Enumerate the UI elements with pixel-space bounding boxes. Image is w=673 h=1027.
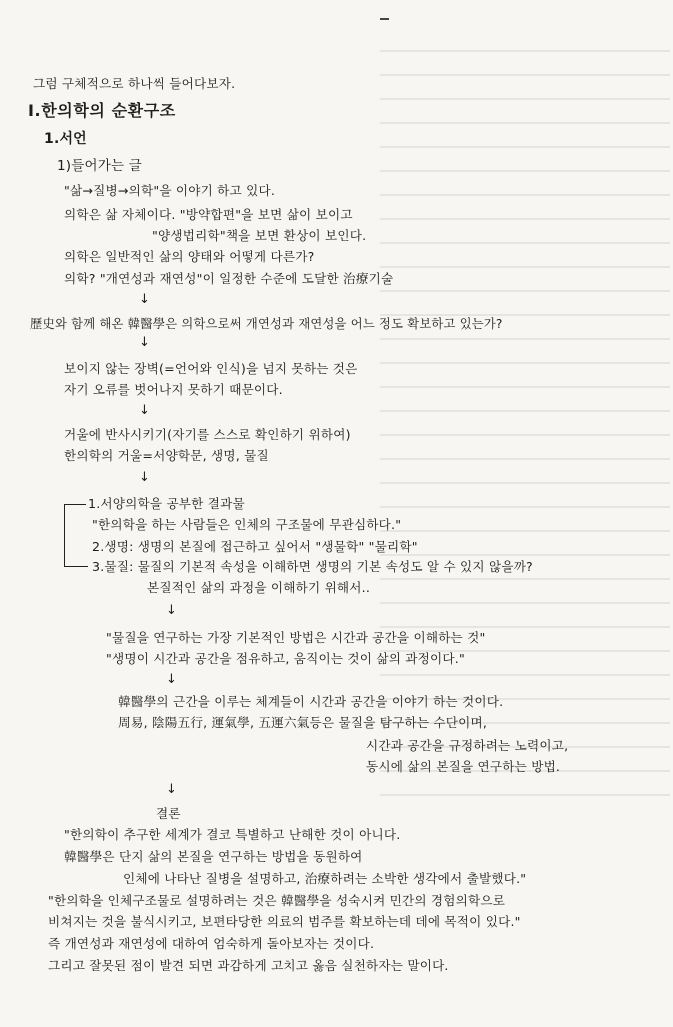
body-line: 그리고 잘못된 점이 발견 되면 과감하게 고치고 옳음 실천하자는 말이다.: [48, 958, 449, 973]
tree-item: "한의학을 하는 사람들은 인체의 구조물에 무관심하다.": [92, 517, 402, 532]
body-line: 인체에 나타난 질병을 설명하고, 治療하려는 소박한 생각에서 출발했다.": [123, 871, 527, 886]
body-line: 보이지 않는 장벽(=언어와 인식)을 넘지 못하는 것은: [64, 361, 358, 376]
page-mark: [380, 18, 389, 20]
down-arrow-icon: ↓: [166, 603, 177, 618]
subsubsection-heading: 1)들어가는 글: [57, 158, 142, 174]
subsection-heading: 1.서언: [44, 131, 87, 147]
body-line: "양생법리학"책을 보면 환상이 보인다.: [152, 228, 367, 243]
body-line: 한의학의 거울=서양학문, 생명, 물질: [64, 448, 269, 463]
tree-item: 2.생명: 생명의 본질에 접근하고 싶어서 "생물학" "물리학": [92, 539, 418, 554]
body-line: 韓醫學의 근간을 이루는 체계들이 시간과 공간을 이야기 하는 것이다.: [118, 694, 504, 709]
tree-branch-bottom: [64, 566, 88, 567]
tree-connector: [64, 504, 65, 566]
bleed-through-texture: [380, 50, 670, 950]
down-arrow-icon: ↓: [139, 292, 150, 307]
body-line: 자기 오류를 벗어나지 못하기 때문이다.: [64, 382, 283, 397]
body-line: 의학은 삶 자체이다. "방약합편"을 보면 삶이 보이고: [64, 207, 353, 222]
body-line: "한의학이 추구한 세계가 결코 특별하고 난해한 것이 아니다.: [64, 827, 401, 842]
body-line: 동시에 삶의 본질을 연구하는 방법.: [366, 759, 561, 774]
intro-text: 그럼 구체적으로 하나씩 들어다보자.: [33, 76, 236, 91]
body-line: 즉 개연성과 재연성에 대하여 엄숙하게 돌아보자는 것이다.: [48, 936, 375, 951]
tree-item: 3.물질: 물질의 기본적 속성을 이해하면 생명의 기본 속성도 알 수 있지 않을까?: [92, 559, 533, 574]
body-line: 거울에 반사시키기(자기를 스스로 확인하기 위하여): [64, 427, 351, 442]
tree-item: 1.서양의학을 공부한 결과물: [88, 496, 245, 511]
body-line: 韓醫學은 단지 삶의 본질을 연구하는 방법을 동원하여: [64, 849, 363, 864]
down-arrow-icon: ↓: [139, 335, 150, 350]
tree-branch-top: [64, 504, 86, 505]
body-line: 의학? "개연성과 재연성"이 일정한 수준에 도달한 治療기술: [64, 271, 394, 286]
body-line: "물질을 연구하는 가장 기본적인 방법은 시간과 공간을 이해하는 것": [106, 630, 486, 645]
down-arrow-icon: ↓: [166, 672, 177, 687]
section-heading: Ⅰ.한의학의 순환구조: [28, 101, 176, 120]
conclusion-label: 결론: [156, 806, 181, 821]
body-line: 본질적인 삶의 과정을 이해하기 위해서..: [147, 580, 371, 595]
body-line: 周易, 陰陽五行, 運氣學, 五運六氣등은 물질을 탐구하는 수단이며,: [118, 715, 488, 730]
down-arrow-icon: ↓: [139, 403, 150, 418]
body-line: "생명이 시간과 공간을 점유하고, 움직이는 것이 삶의 과정이다.": [106, 651, 465, 666]
body-line: 비쳐지는 것을 불식시키고, 보편타당한 의료의 범주를 확보하는데 데에 목적이 있다.": [48, 914, 521, 929]
body-line: 시간과 공간을 규정하려는 노력이고,: [366, 738, 569, 753]
body-line: 歷史와 함께 해온 韓醫學은 의학으로써 개연성과 재연성을 어느 정도 확보하고 있는가?: [30, 317, 503, 331]
body-line: "한의학을 인체구조물로 설명하려는 것은 韓醫學을 성숙시켜 민간의 경험의학으로: [48, 893, 506, 908]
body-line: 의학은 일반적인 삶의 양태와 어떻게 다른가?: [64, 249, 315, 264]
body-line: "삶→질병→의학"을 이야기 하고 있다.: [64, 183, 276, 198]
down-arrow-icon: ↓: [139, 470, 150, 485]
down-arrow-icon: ↓: [166, 782, 177, 797]
